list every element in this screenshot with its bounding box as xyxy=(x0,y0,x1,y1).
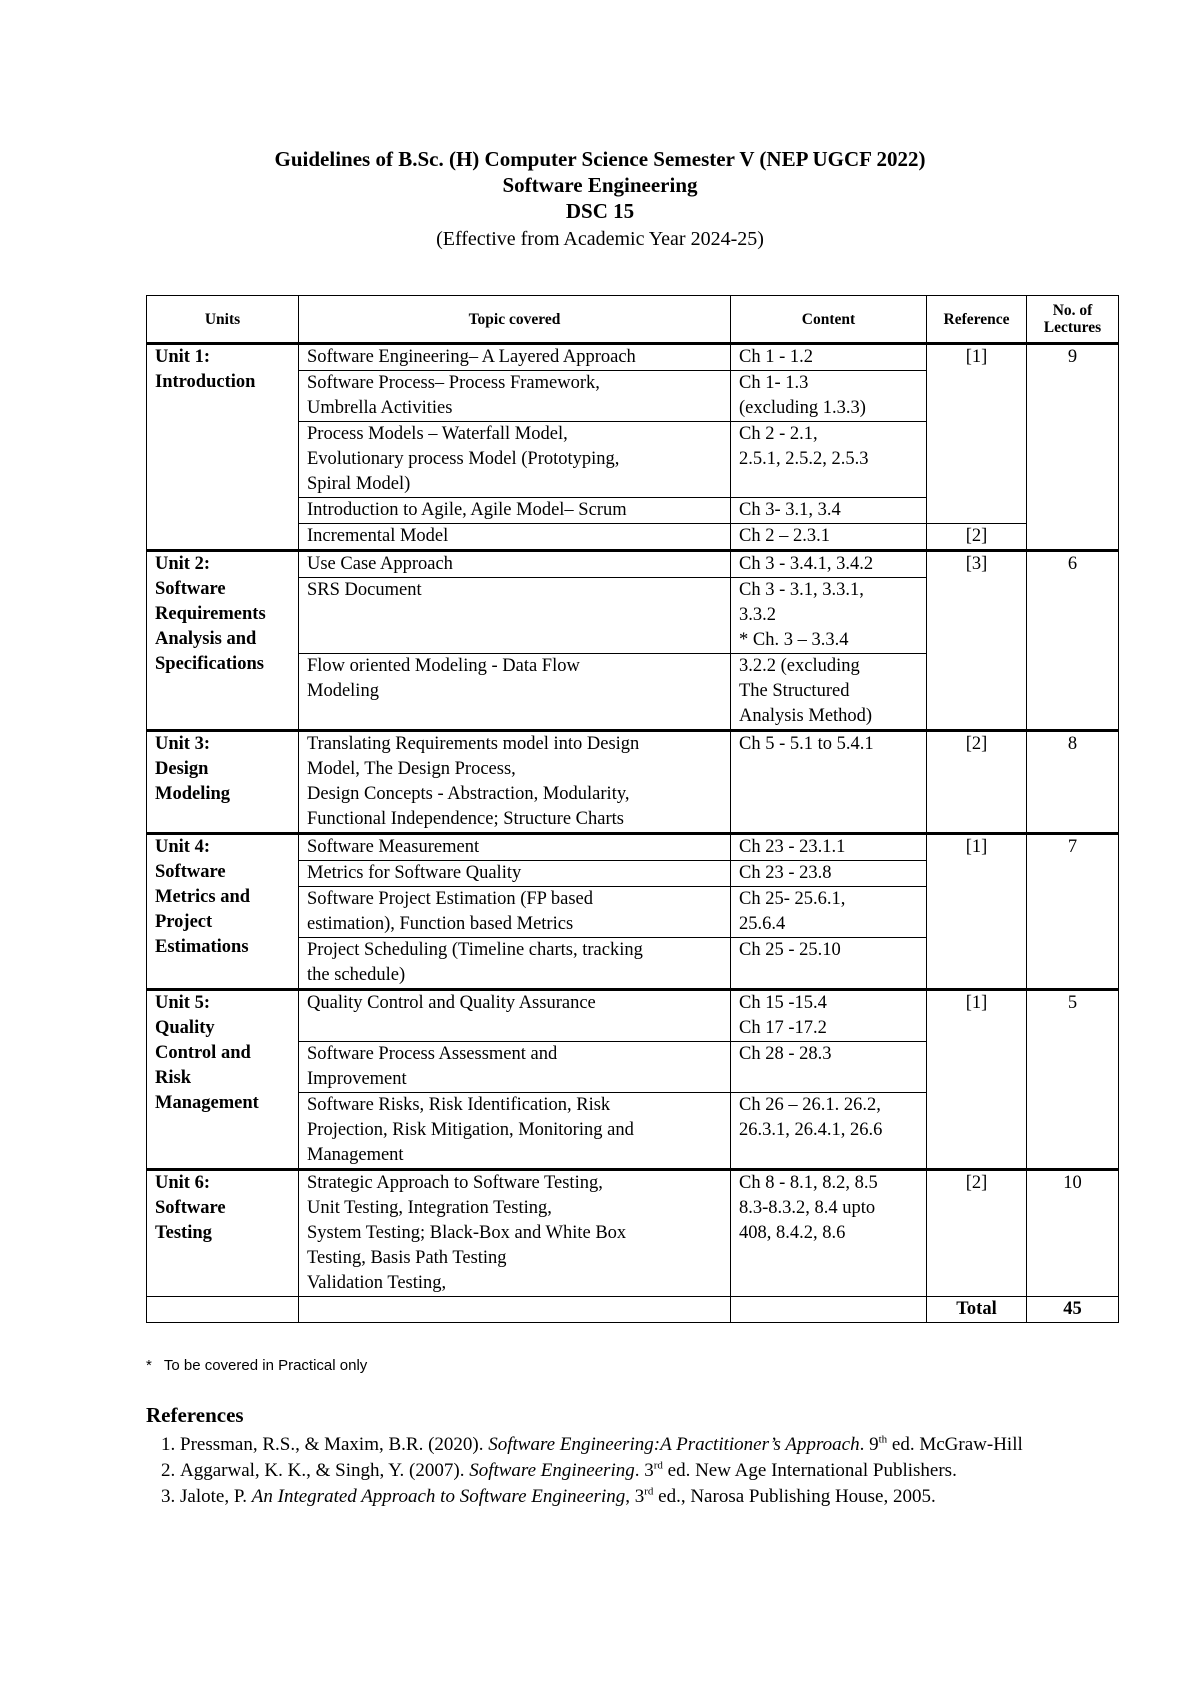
reference-cell: [2] xyxy=(927,1170,1027,1297)
topic-cell: Incremental Model xyxy=(299,524,731,551)
reference-item: 3. Jalote, P. An Integrated Approach to Software Engineering, 3rd ed., Narosa Publishing House, 2005. xyxy=(180,1484,1096,1509)
table-row xyxy=(147,551,1119,578)
lectures-cell: 7 xyxy=(1027,834,1119,990)
references-list xyxy=(146,1432,1096,1509)
topic-cell: Quality Control and Quality Assurance xyxy=(299,990,731,1042)
table-row xyxy=(147,990,1119,1042)
footnote xyxy=(146,1357,367,1374)
table-row xyxy=(147,731,1119,834)
total-label: Total xyxy=(927,1297,1027,1323)
table-row xyxy=(147,834,1119,861)
topic-cell: Software Process Assessment and Improvement xyxy=(299,1042,731,1093)
topic-cell: Software Engineering– A Layered Approach xyxy=(299,344,731,371)
syllabus-table xyxy=(146,295,1119,1323)
col-content: Content xyxy=(731,296,927,344)
content-cell: Ch 3- 3.1, 3.4 xyxy=(731,498,927,524)
empty-cell xyxy=(299,1297,731,1323)
header-code: DSC 15 xyxy=(565,199,635,223)
topic-cell: Strategic Approach to Software Testing, Unit Testing, Integration Testing, System Testing; Black-Box and White Box Testing, Basis Path Testing Validation Testing, xyxy=(299,1170,731,1297)
reference-cell: [1] xyxy=(927,344,1027,524)
lectures-cell: 10 xyxy=(1027,1170,1119,1297)
topic-cell: Software Measurement xyxy=(299,834,731,861)
content-cell: Ch 23 - 23.8 xyxy=(731,861,927,887)
content-cell: Ch 1 - 1.2 xyxy=(731,344,927,371)
reference-cell: [3] xyxy=(927,551,1027,731)
reference-item: 1. Pressman, R.S., & Maxim, B.R. (2020). Software Engineering:A Practitioner’s Approach. 9th ed. McGraw-Hill xyxy=(180,1432,1096,1457)
lectures-cell: 9 xyxy=(1027,344,1119,551)
total-row xyxy=(147,1297,1119,1323)
header-effective: (Effective from Academic Year 2024-25) xyxy=(436,228,764,250)
header-course: Software Engineering xyxy=(502,173,698,197)
topic-cell: Project Scheduling (Timeline charts, tracking the schedule) xyxy=(299,938,731,990)
content-cell: Ch 8 - 8.1, 8.2, 8.5 8.3-8.3.2, 8.4 upto 408, 8.4.2, 8.6 xyxy=(731,1170,927,1297)
content-cell: Ch 23 - 23.1.1 xyxy=(731,834,927,861)
content-cell: Ch 3 - 3.1, 3.3.1, 3.3.2 * Ch. 3 – 3.3.4 xyxy=(731,578,927,654)
lectures-cell: 6 xyxy=(1027,551,1119,731)
topic-cell: SRS Document xyxy=(299,578,731,654)
topic-cell: Flow oriented Modeling - Data Flow Modeling xyxy=(299,654,731,731)
reference-cell: [2] xyxy=(927,524,1027,551)
content-cell: Ch 2 - 2.1, 2.5.1, 2.5.2, 2.5.3 xyxy=(731,422,927,498)
content-cell: Ch 5 - 5.1 to 5.4.1 xyxy=(731,731,927,834)
reference-item: 2. Aggarwal, K. K., & Singh, Y. (2007). Software Engineering. 3rd ed. New Age International Publishers. xyxy=(180,1458,1096,1483)
topic-cell: Metrics for Software Quality xyxy=(299,861,731,887)
col-units: Units xyxy=(147,296,299,344)
content-cell: Ch 28 - 28.3 xyxy=(731,1042,927,1093)
content-cell: Ch 15 -15.4 Ch 17 -17.2 xyxy=(731,990,927,1042)
col-reference: Reference xyxy=(927,296,1027,344)
total-value: 45 xyxy=(1027,1297,1119,1323)
lectures-cell: 8 xyxy=(1027,731,1119,834)
content-cell: Ch 2 – 2.3.1 xyxy=(731,524,927,551)
table-header-row xyxy=(147,296,1119,344)
content-cell: Ch 1- 1.3 (excluding 1.3.3) xyxy=(731,371,927,422)
topic-cell: Software Process– Process Framework, Umbrella Activities xyxy=(299,371,731,422)
content-cell: Ch 25- 25.6.1, 25.6.4 xyxy=(731,887,927,938)
unit-5-name: Unit 5: Quality Control and Risk Management xyxy=(147,990,299,1170)
lectures-cell: 5 xyxy=(1027,990,1119,1170)
content-cell: Ch 3 - 3.4.1, 3.4.2 xyxy=(731,551,927,578)
content-cell: Ch 25 - 25.10 xyxy=(731,938,927,990)
references-title: References xyxy=(146,1403,244,1427)
footnote-marker: * xyxy=(146,1357,152,1374)
topic-cell: Introduction to Agile, Agile Model– Scrum xyxy=(299,498,731,524)
unit-6-name: Unit 6: Software Testing xyxy=(147,1170,299,1297)
col-topic: Topic covered xyxy=(299,296,731,344)
unit-2-name: Unit 2: Software Requirements Analysis and Specifications xyxy=(147,551,299,731)
content-cell: 3.2.2 (excluding The Structured Analysis Method) xyxy=(731,654,927,731)
references-section xyxy=(146,1403,1096,1510)
empty-cell xyxy=(147,1297,299,1323)
topic-cell: Translating Requirements model into Design Model, The Design Process, Design Concepts - Abstraction, Modularity, Functional Independence; Structure Charts xyxy=(299,731,731,834)
unit-4-name: Unit 4: Software Metrics and Project Estimations xyxy=(147,834,299,990)
table-row xyxy=(147,344,1119,371)
reference-cell: [1] xyxy=(927,834,1027,990)
unit-3-name: Unit 3: Design Modeling xyxy=(147,731,299,834)
unit-1-name: Unit 1: Introduction xyxy=(147,344,299,551)
content-cell: Ch 26 – 26.1. 26.2, 26.3.1, 26.4.1, 26.6 xyxy=(731,1093,927,1170)
topic-cell: Use Case Approach xyxy=(299,551,731,578)
footnote-text: To be covered in Practical only xyxy=(163,1357,368,1374)
reference-cell: [1] xyxy=(927,990,1027,1170)
topic-cell: Software Project Estimation (FP based estimation), Function based Metrics xyxy=(299,887,731,938)
reference-cell: [2] xyxy=(927,731,1027,834)
document-header xyxy=(0,146,1200,252)
topic-cell: Process Models – Waterfall Model, Evolutionary process Model (Prototyping, Spiral Model) xyxy=(299,422,731,498)
table-row xyxy=(147,1170,1119,1297)
col-lectures: No. of Lectures xyxy=(1027,296,1119,344)
header-program: Guidelines of B.Sc. (H) Computer Science Semester V (NEP UGCF 2022) xyxy=(274,147,926,171)
topic-cell: Software Risks, Risk Identification, Risk Projection, Risk Mitigation, Monitoring and Management xyxy=(299,1093,731,1170)
empty-cell xyxy=(731,1297,927,1323)
